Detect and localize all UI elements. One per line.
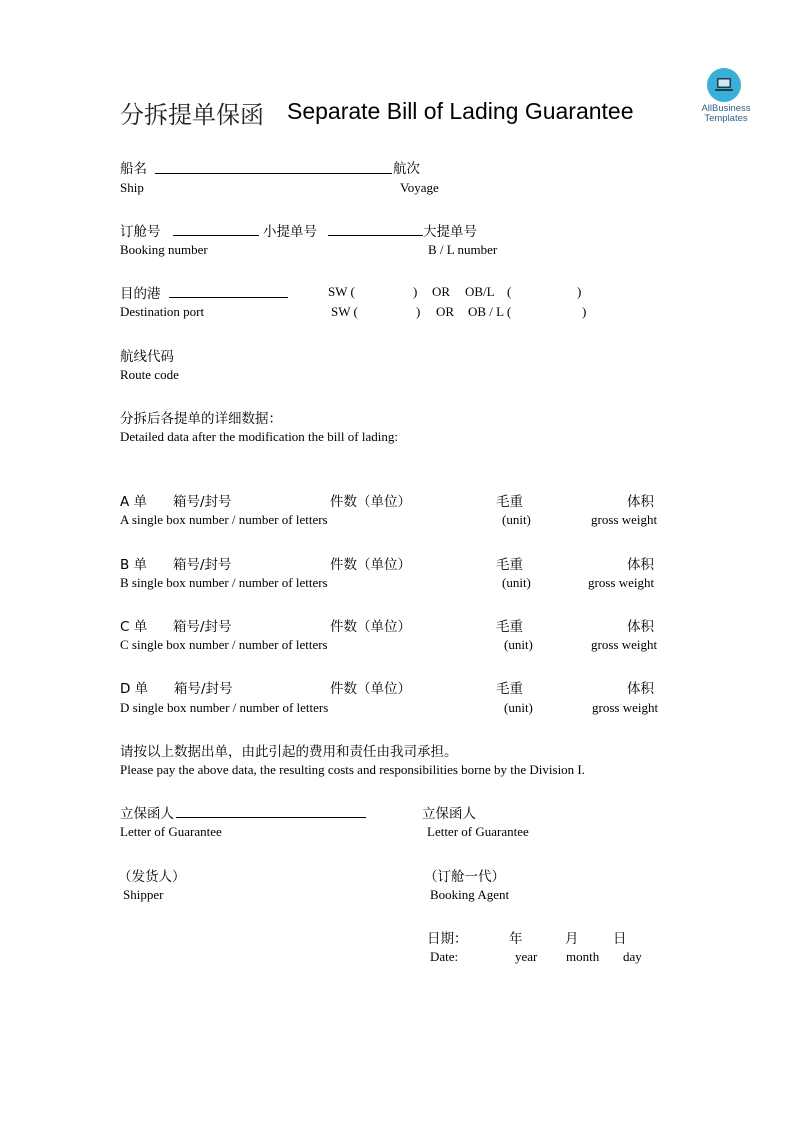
date-label-en: Date: [430,949,459,964]
agent-label-en: Booking Agent [430,887,510,902]
obl-open-cn: ( [507,284,512,299]
gross-weight-cn: 毛重 [496,557,523,573]
row-label-en: C single box number / number of letters [120,637,328,652]
gross-weight-cn: 毛重 [496,619,523,635]
obl-close-cn: ) [577,284,582,299]
unit-en: (unit) [502,512,531,527]
shipper-label-cn: （发货人） [118,869,186,885]
sw-label-en: SW ( [331,304,358,319]
ship-label-cn: 船名 [120,161,147,177]
gross-weight-en: gross weight [588,575,655,590]
row-label-cn: C 单 [120,619,148,635]
statement-cn: 请按以上数据出单，由此引起的费用和责任由我司承担。 [120,744,458,760]
voyage-label-en: Voyage [400,180,439,195]
guarantor-signature-field[interactable] [176,817,366,818]
booking-label-en: Booking number [120,242,208,257]
row-label-cn: D 单 [120,681,149,697]
destination-label-cn: 目的港 [120,286,161,302]
gross-weight-en: gross weight [592,700,659,715]
small-bl-label-cn: 小提单号 [263,224,317,240]
guarantor-label-cn-right: 立保函人 [422,806,476,822]
pieces-cn: 件数（单位） [330,681,411,697]
day-label-en: day [623,949,642,964]
unit-en: (unit) [502,575,531,590]
route-label-cn: 航线代码 [120,349,174,365]
sw-label-cn: SW ( [328,284,355,299]
ship-label-en: Ship [120,180,144,195]
agent-label-cn: （订舱一代） [424,869,505,885]
unit-en: (unit) [504,700,533,715]
volume-cn: 体积 [627,619,654,635]
destination-label-en: Destination port [120,304,205,319]
gross-weight-en: gross weight [591,512,658,527]
sw-close-cn: ) [413,284,418,299]
date-label-cn: 日期： [427,931,468,947]
booking-label-cn: 订舱号 [120,224,161,240]
or-label-cn: OR [432,284,451,299]
statement-en: Please pay the above data, the resulting costs and responsibilities borne by the Division I. [120,762,586,777]
row-label-en: B single box number / number of letters [120,575,328,590]
detail-heading-cn: 分拆后各提单的详细数据： [120,411,282,427]
logo-line2: Templates [704,113,748,124]
row-label-cn: B 单 [120,557,148,573]
title-en: Separate Bill of Lading Guarantee [287,98,634,124]
or-label-en: OR [436,304,455,319]
guarantor-label-cn: 立保函人 [120,806,174,822]
route-label-en: Route code [120,367,179,382]
small-bl-field[interactable] [328,235,423,236]
box-number-cn: 箱号/封号 [173,557,232,573]
box-number-cn: 箱号/封号 [173,494,232,510]
year-label-en: year [515,949,538,964]
shipper-label-en: Shipper [123,887,164,902]
detail-heading-en: Detailed data after the modification the bill of lading: [120,429,398,444]
volume-cn: 体积 [627,557,654,573]
row-label-en: D single box number / number of letters [120,700,329,715]
row-label-en: A single box number / number of letters [120,512,328,527]
gross-weight-cn: 毛重 [496,681,523,697]
box-number-cn: 箱号/封号 [174,681,233,697]
obl-label-cn: OB/L [465,284,495,299]
gross-weight-cn: 毛重 [496,494,523,510]
destination-port-field[interactable] [169,297,288,298]
pieces-cn: 件数（单位） [330,557,411,573]
booking-number-field[interactable] [173,235,259,236]
obl-close-en: ) [582,304,587,319]
gross-weight-en: gross weight [591,637,658,652]
row-label-cn: A 单 [120,494,148,510]
sw-close-en: ) [416,304,421,319]
obl-label-en: OB / L ( [468,304,512,319]
pieces-cn: 件数（单位） [330,619,411,635]
guarantor-label-en: Letter of Guarantee [120,824,222,839]
title-cn: 分拆提单保函 [120,101,264,129]
box-number-cn: 箱号/封号 [173,619,232,635]
ship-name-field[interactable] [155,173,392,174]
year-label-cn: 年 [509,931,523,947]
month-label-cn: 月 [565,931,579,947]
day-label-cn: 日 [613,931,627,947]
volume-cn: 体积 [627,494,654,510]
big-bl-label-cn: 大提单号 [423,224,477,240]
month-label-en: month [566,949,600,964]
volume-cn: 体积 [627,681,654,697]
laptop-icon [707,68,741,102]
voyage-label-cn: 航次 [393,161,420,177]
pieces-cn: 件数（单位） [330,494,411,510]
unit-en: (unit) [504,637,533,652]
logo-line1: AllBusiness [701,103,751,114]
guarantor-label-en-right: Letter of Guarantee [427,824,529,839]
bl-label-en: B / L number [428,242,498,257]
